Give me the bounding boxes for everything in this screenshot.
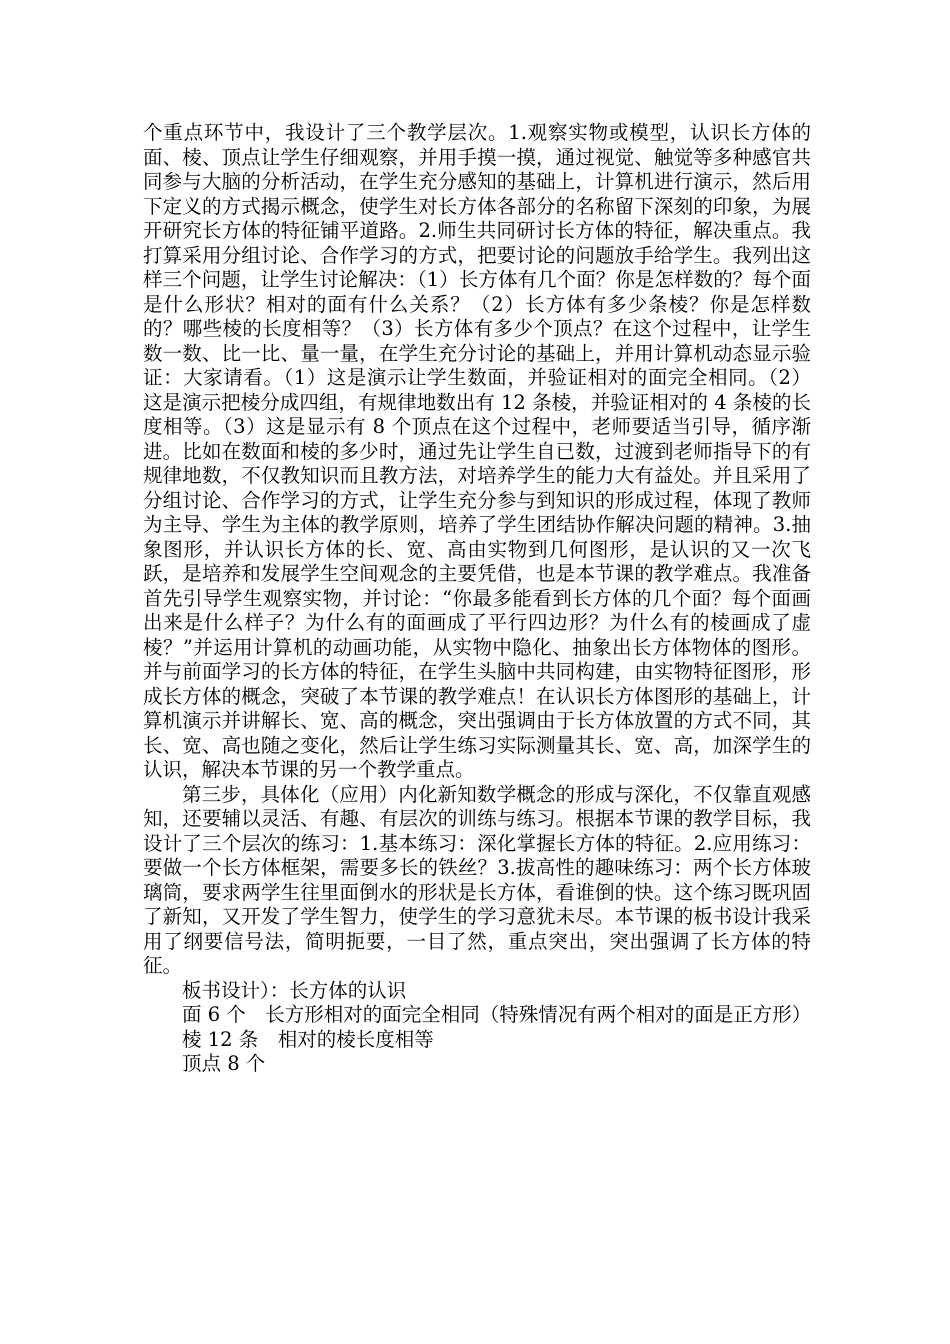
paragraph-board-edges: 棱 12 条 相对的棱长度相等 [182,1027,434,1051]
document-body [143,121,811,1077]
paragraph-board-design-title: 板书设计）：长方体的认识 [182,978,407,1002]
paragraph-board-faces: 面 6 个 长方形相对的面完全相同（特殊情况有两个相对的面是正方形） [182,1003,812,1026]
paragraph-step-three: 第三步，具体化（应用）内化新知数学概念的形成与深化，不仅靠直观感知，还要辅以灵活、有趣、有层次的训练与练习。根据本节课的教学目标，我设计了三个层次的练习：1.基本练习：深化掌握长方体的特征。2.应用练习：要做一个长方体框架，需要多长的铁丝？3.拔高性的趣味练习：两个长方体玻璃筒，要求两学生往里面倒水的形状是长方体，看谁倒的快。这个练习既巩固了新知，又开发了学生智力，使学生的学习意犹未尽。本节课的板书设计我采用了纲要信号法，简明扼要，一目了然，重点突出，突出强调了长方体的特征。 [143,782,811,977]
paragraph-teaching-levels: 个重点环节中，我设计了三个教学层次。1.观察实物或模型，认识长方体的面、棱、顶点让学生仔细观察，并用手摸一摸，通过视觉、触觉等多种感官共同参与大脑的分析活动，在学生充分感知的基础上，计算机进行演示，然后用下定义的方式揭示概念，使学生对长方体各部分的名称留下深刻的印象，为展开研究长方体的特征铺平道路。2.师生共同研讨长方体的特征，解决重点。我打算采用分组讨论、合作学习的方式，把要讨论的问题放手给学生。我列出这样三个问题，让学生讨论解决：（1）长方体有几个面？你是怎样数的？每个面是什么形状？相对的面有什么关系？（2）长方体有多少条棱？你是怎样数的？哪些棱的长度相等？（3）长方体有多少个顶点？在这个过程中，让学生数一数、比一比、量一量，在学生充分讨论的基础上，并用计算机动态显示验证：大家请看。（1）这是演示让学生数面，并验证相对的面完全相同。（2）这是演示把棱分成四组，有规律地数出有 12 条棱，并验证相对的 4 条棱的长度相等。（3）这是显示有 8 个顶点在这个过程中，老师要适当引导，循序渐进。比如在数面和棱的多少时，通过先让学生自已数，过渡到老师指导下的有规律地数，不仅教知识而且教方法，对培养学生的能力大有益处。并且采用了分组讨论、合作学习的方式，让学生充分参与到知识的形成过程，体现了教师为主导、学生为主体的教学原则，培养了学生团结协作解决问题的精神。3.抽象图形，并认识长方体的长、宽、高由实物到几何图形，是认识的又一次飞跃，是培养和发展学生空间观念的主要凭借，也是本节课的教学难点。我准备首先引导学生观察实物，并讨论：“你最多能看到长方体的几个面？每个面画出来是什么样子？为什么有的面画成了平行四边形？为什么有的棱画成了虚棱？”并运用计算机的动画功能，从实物中隐化、抽象出长方体物体的图形。并与前面学习的长方体的特征，在学生头脑中共同构建，由实物特征图形，形成长方体的概念，突破了本节课的教学难点！在认识长方体图形的基础上，计算机演示并讲解长、宽、高的概念，突出强调由于长方体放置的方式不同，其长、宽、高也随之变化，然后让学生练习实际测量其长、宽、高，加深学生的认识，解决本节课的另一个教学重点。 [143,121,811,781]
paragraph-board-vertices: 顶点 8 个 [182,1052,266,1075]
